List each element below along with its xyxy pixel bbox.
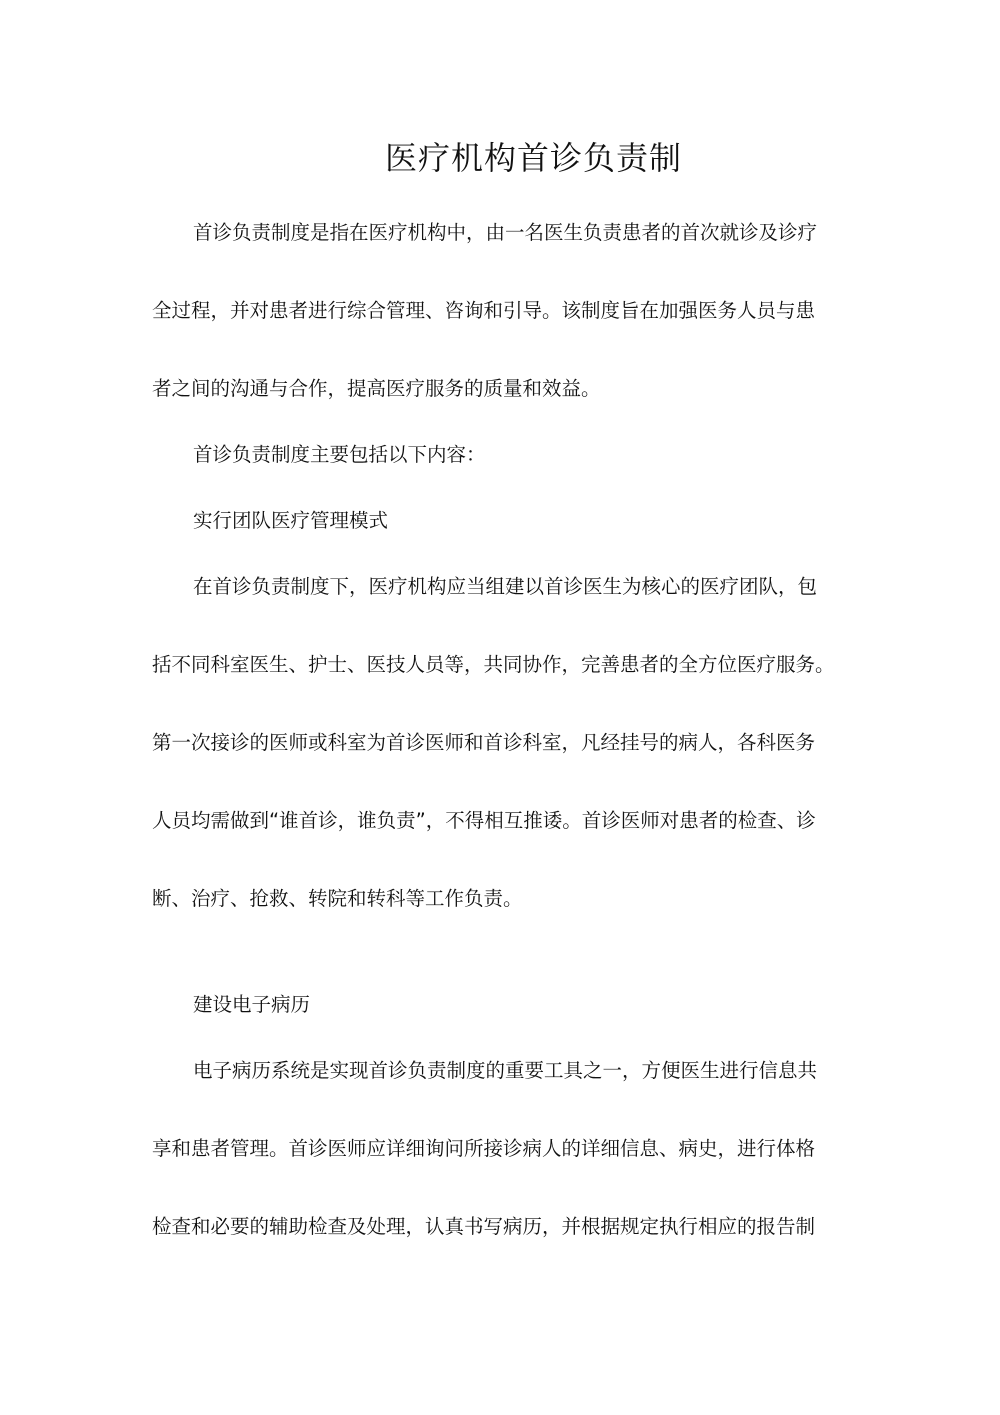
paragraph-line: 第一次接诊的医师或科室为首诊医师和首诊科室，凡经挂号的病人，各科医务 bbox=[152, 731, 816, 754]
paragraph-line: 人员均需做到“谁首诊，谁负责”，不得相互推诿。首诊医师对患者的检查、诊 bbox=[152, 809, 816, 832]
paragraph-line: 断、治疗、抢救、转院和转科等工作负责。 bbox=[152, 887, 523, 910]
paragraph-line: 全过程，并对患者进行综合管理、咨询和引导。该制度旨在加强医务人员与患 bbox=[152, 299, 816, 322]
paragraph-line: 者之间的沟通与合作，提高医疗服务的质量和效益。 bbox=[152, 377, 601, 400]
paragraph-line: 电子病历系统是实现首诊负责制度的重要工具之一，方便医生进行信息共 bbox=[193, 1059, 818, 1082]
section-heading: 实行团队医疗管理模式 bbox=[193, 509, 389, 532]
paragraph-line: 首诊负责制度主要包括以下内容： bbox=[193, 443, 486, 466]
paragraph-line: 检查和必要的辅助检查及处理，认真书写病历，并根据规定执行相应的报告制 bbox=[152, 1215, 816, 1238]
paragraph-line: 享和患者管理。首诊医师应详细询问所接诊病人的详细信息、病史，进行体格 bbox=[152, 1137, 816, 1160]
paragraph-line: 在首诊负责制度下，医疗机构应当组建以首诊医生为核心的医疗团队，包 bbox=[193, 575, 818, 598]
paragraph-line: 首诊负责制度是指在医疗机构中，由一名医生负责患者的首次就诊及诊疗 bbox=[193, 221, 818, 244]
document-title: 医疗机构首诊负责制 bbox=[385, 139, 683, 177]
paragraph-line: 括不同科室医生、护士、医技人员等，共同协作，完善患者的全方位医疗服务。 bbox=[152, 653, 835, 676]
section-heading: 建设电子病历 bbox=[193, 993, 311, 1016]
